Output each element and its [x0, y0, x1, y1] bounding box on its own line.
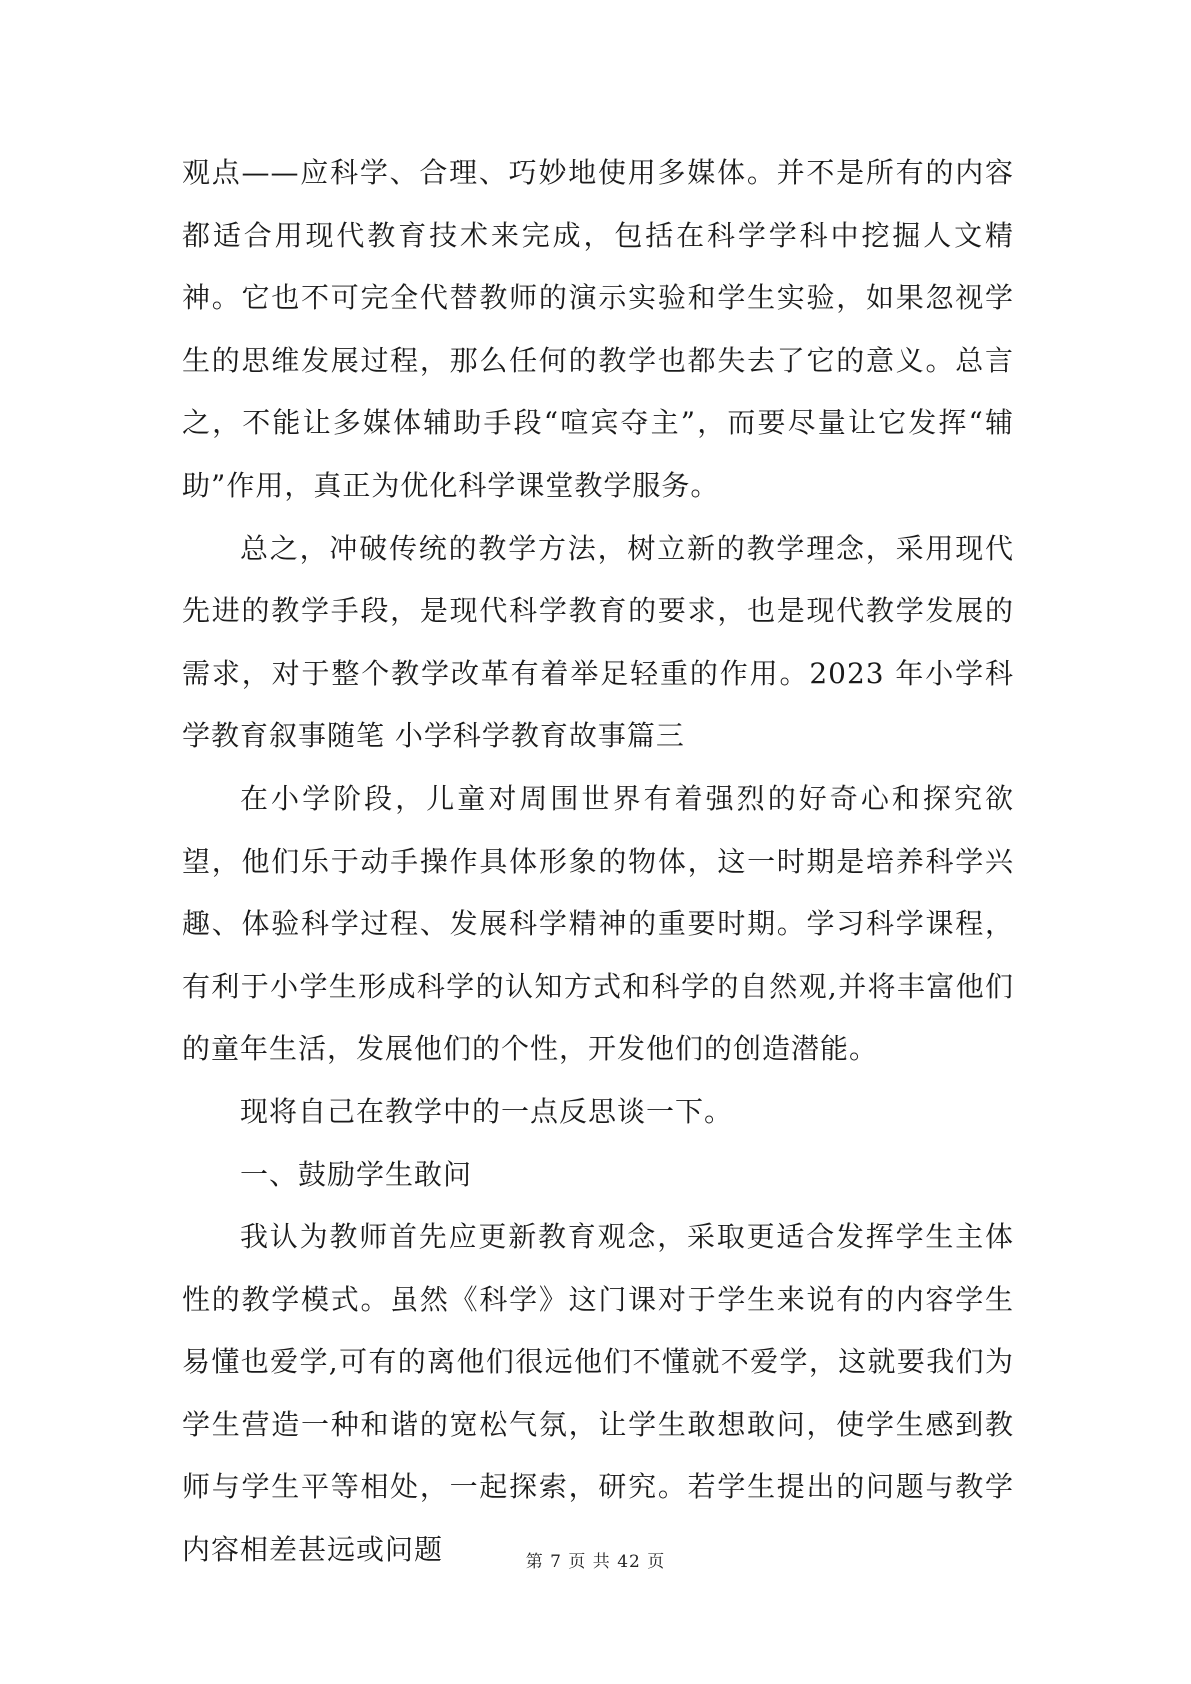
paragraph-4: 现将自己在教学中的一点反思谈一下。 [240, 1094, 734, 1128]
document-body [182, 142, 1014, 1582]
paragraph-1: 观点——应科学、合理、巧妙地使用多媒体。并不是所有的内容都适合用现代教育技术来完成，包括在科学学科中挖掘人文精神。它也不可完全代替教师的演示实验和学生实验，如果忽视学生的思维发展过程，那么任何的教学也都失去了它的意义。总言之，不能让多媒体辅助手段“喧宾夺主”，而要尽量让它发挥“辅助”作用，真正为优化科学课堂教学服务。 [182, 156, 1014, 502]
paragraph-5: 我认为教师首先应更新教育观念，采取更适合发挥学生主体性的教学模式。虽然《科学》这门课对于学生来说有的内容学生易懂也爱学,可有的离他们很远他们不懂就不爱学，这就要我们为学生营造一种和谐的宽松气氛，让学生敢想敢问，使学生感到教师与学生平等相处，一起探索，研究。若学生提出的问题与教学内容相差甚远或问题 [182, 1220, 1014, 1567]
section-heading: 一、鼓励学生敢问 [240, 1157, 473, 1191]
page-number-footer: 第 7 页 共 42 页 [525, 1552, 666, 1572]
paragraph-2: 总之，冲破传统的教学方法，树立新的教学理念，采用现代先进的教学手段，是现代科学教育的要求，也是现代教学发展的需求，对于整个教学改革有着举足轻重的作用。2023 年小学科学教育叙事随笔 小学科学教育故事篇三 [182, 531, 1014, 753]
paragraph-3: 在小学阶段，儿童对周围世界有着强烈的好奇心和探究欲望，他们乐于动手操作具体形象的物体，这一时期是培养科学兴趣、体验科学过程、发展科学精神的重要时期。学习科学课程，有利于小学生形成科学的认知方式和科学的自然观,并将丰富他们的童年生活，发展他们的个性，开发他们的创造潜能。 [182, 781, 1014, 1066]
